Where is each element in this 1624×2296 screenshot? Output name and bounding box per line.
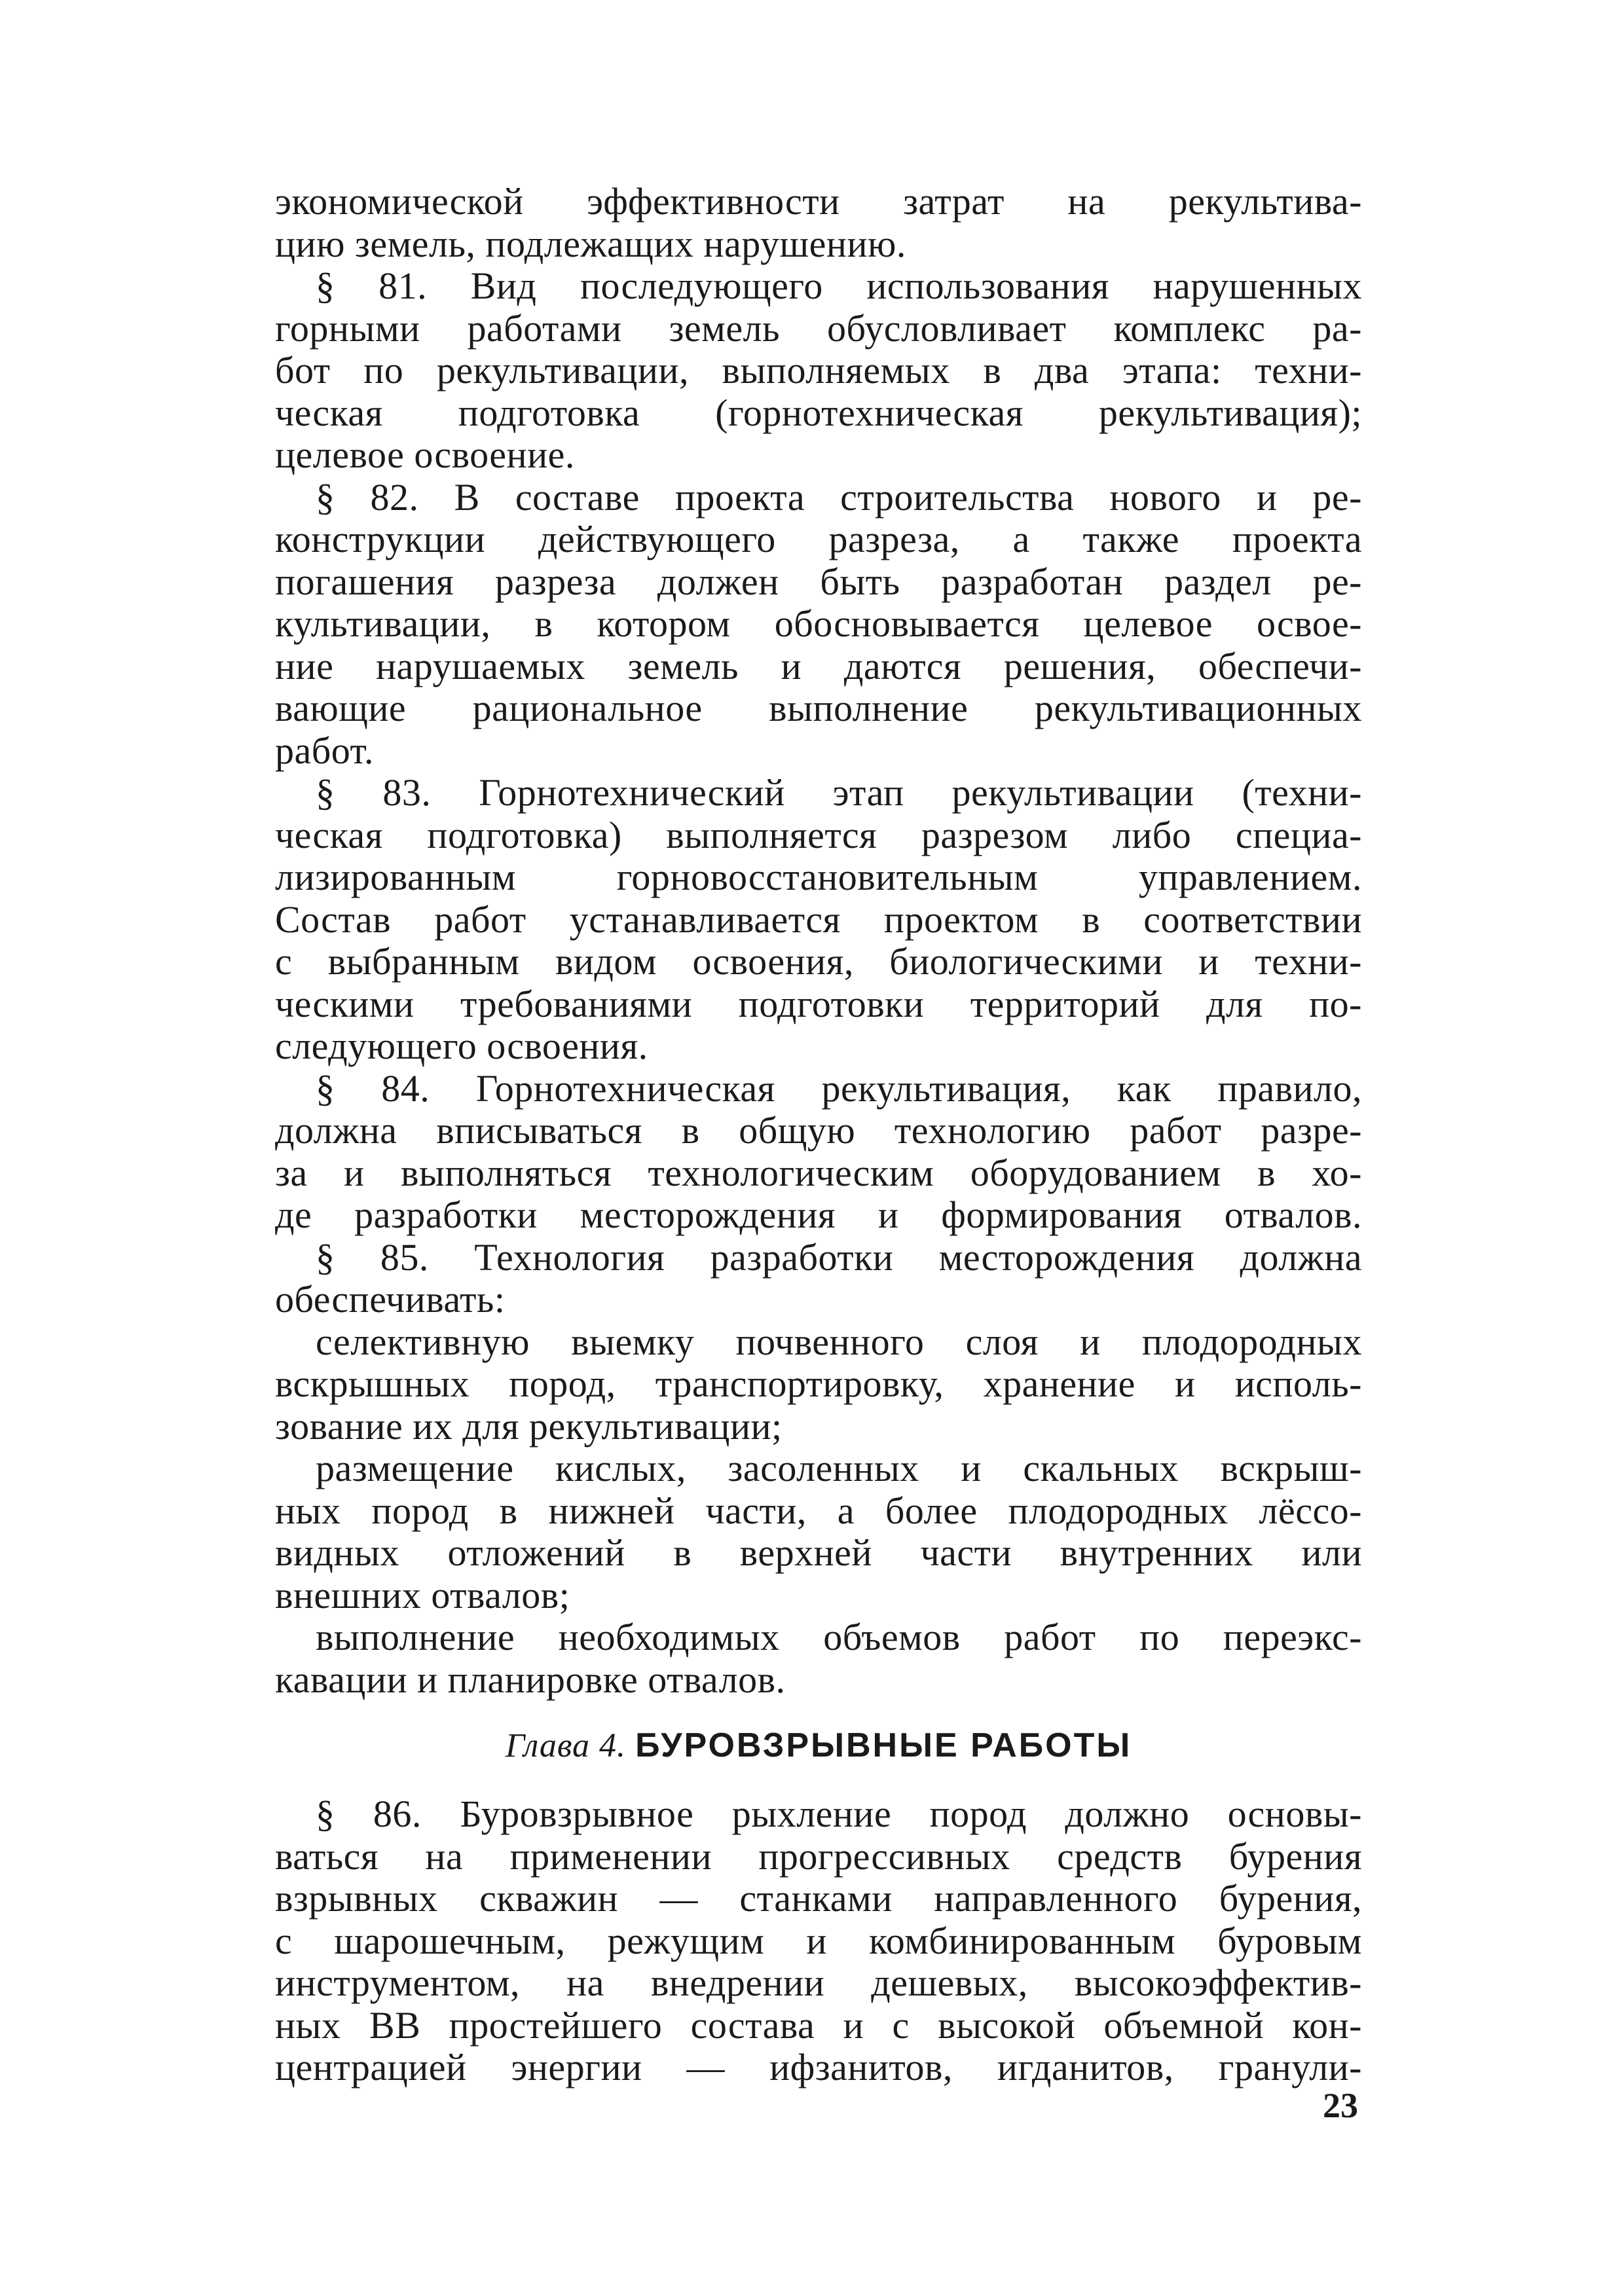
text-line: ние нарушаемых земель и даются решения, обеспечи- [275, 644, 1362, 687]
text-line: целевое освоение. [275, 433, 575, 476]
text-line: ческая подготовка (горнотехническая рекультивация); [275, 391, 1362, 434]
text-line: с шарошечным, режущим и комбинированным буровым [275, 1919, 1362, 1962]
page-body [275, 181, 1362, 2089]
text-line: ваться на применении прогрессивных средств бурения [275, 1834, 1362, 1878]
text-line: бот по рекультивации, выполняемых в два этапа: техни- [275, 349, 1362, 392]
text-line: следующего освоения. [275, 1025, 648, 1067]
chapter-prefix: Глава 4. [505, 1727, 627, 1764]
text-line: экономической эффективности затрат на рекультива- [275, 180, 1362, 223]
text-line: § 83. Горнотехнический этап рекультивации (техни- [316, 771, 1362, 814]
text-line: взрывных скважин — станками направленного бурения, [275, 1877, 1362, 1920]
text-line: с выбранным видом освоения, биологическими и техни- [275, 940, 1362, 983]
text-line: вскрышных пород, транспортировку, хранение и исполь- [275, 1362, 1362, 1405]
text-line: де разработки месторождения и формирования отвалов. [275, 1194, 1362, 1236]
list-item [275, 1616, 1362, 1701]
text-line: выполнение необходимых объемов работ по переэкс- [316, 1616, 1362, 1658]
chapter-title: БУРОВЗРЫВНЫЕ РАБОТЫ [635, 1726, 1132, 1764]
text-line: погашения разреза должен быть разработан раздел ре- [275, 560, 1362, 603]
text-line: § 82. В составе проекта строительства нового и ре- [316, 475, 1362, 519]
text-line: обеспечивать: [275, 1278, 506, 1321]
text-line: работ. [275, 729, 374, 772]
paragraph-81 [275, 265, 1362, 477]
paragraph-84 [275, 1068, 1362, 1237]
list-item [275, 1448, 1362, 1616]
text-line: зование их для рекультивации; [275, 1404, 783, 1448]
text-line: § 86. Буровзрывное рыхление пород должно основы- [316, 1793, 1362, 1835]
text-line: конструкции действующего разреза, а также проекта [275, 518, 1362, 560]
page-number: 23 [1323, 2086, 1358, 2125]
text-line: селективную выемку почвенного слоя и плодородных [316, 1320, 1362, 1363]
text-line: ческая подготовка) выполняется разрезом либо специа- [275, 813, 1362, 856]
text-line: центрацией энергии — ифзанитов, игданитов, гранули- [275, 2046, 1362, 2088]
text-line: должна вписываться в общую технологию работ разре- [275, 1109, 1362, 1152]
text-line: горными работами земель обусловливает комплекс ра- [275, 306, 1362, 350]
text-line: культивации, в котором обосновывается целевое освое- [275, 602, 1362, 645]
paragraph-83 [275, 772, 1362, 1068]
text-line: ческими требованиями подготовки территорий для по- [275, 982, 1362, 1025]
text-line: § 85. Технология разработки месторождения должна [316, 1235, 1362, 1279]
paragraph-82 [275, 477, 1362, 773]
text-line: инструментом, на внедрении дешевых, высокоэффектив- [275, 1961, 1362, 2004]
text-line: размещение кислых, засоленных и скальных вскрыш- [316, 1447, 1362, 1489]
text-line: ных пород в нижней части, а более плодородных лёссо- [275, 1489, 1362, 1532]
chapter-heading [275, 1724, 1362, 1767]
text-line: вающие рациональное выполнение рекультивационных [275, 687, 1362, 729]
text-line: § 84. Горнотехническая рекультивация, как правило, [316, 1066, 1362, 1110]
paragraph-continuation [275, 181, 1362, 265]
text-line: § 81. Вид последующего использования нарушенных [316, 264, 1362, 307]
paragraph-85 [275, 1237, 1362, 1321]
text-line: за и выполняться технологическим оборудованием в хо- [275, 1151, 1362, 1194]
text-line: лизированным горновосстановительным управлением. [275, 856, 1362, 898]
text-line: внешних отвалов; [275, 1573, 570, 1616]
paragraph-86 [275, 1793, 1362, 2089]
text-line: цию земель, подлежащих нарушению. [275, 222, 906, 265]
list-item [275, 1321, 1362, 1448]
text-line: Состав работ устанавливается проектом в соответствии [275, 898, 1362, 941]
text-line: видных отложений в верхней части внутренних или [275, 1531, 1362, 1574]
text-line: ных ВВ простейшего состава и с высокой объемной кон- [275, 2003, 1362, 2047]
text-line: кавации и планировке отвалов. [275, 1658, 786, 1701]
